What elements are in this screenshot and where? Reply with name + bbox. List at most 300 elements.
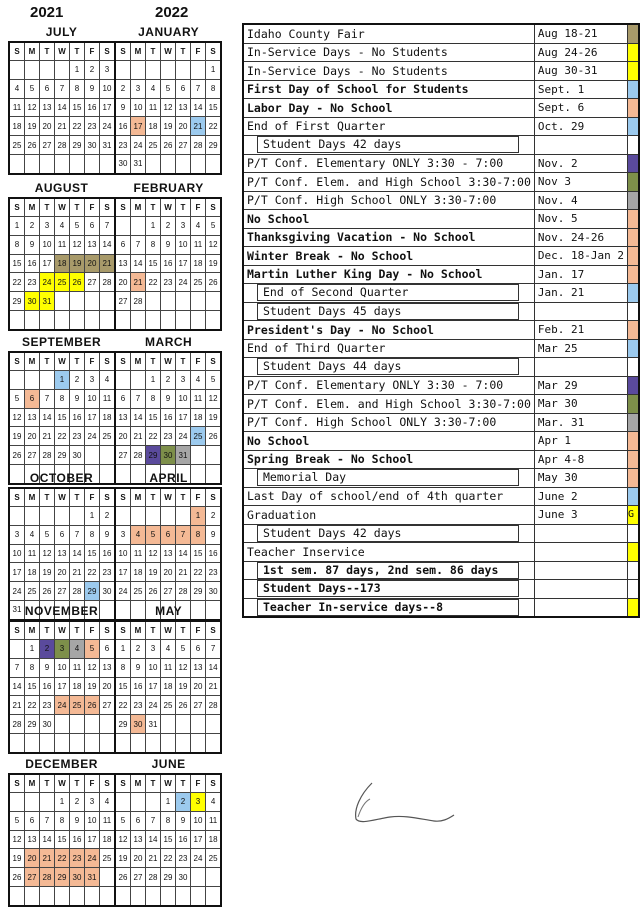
weekday-header: T	[70, 198, 85, 217]
day-cell: 22	[146, 427, 161, 446]
day-cell: 25	[191, 427, 206, 446]
legend-color-swatch	[627, 413, 639, 432]
month-name: JUNE	[151, 757, 186, 771]
day-cell	[100, 310, 116, 329]
day-cell: 19	[9, 849, 25, 868]
day-cell	[176, 292, 191, 311]
day-cell	[146, 154, 161, 173]
legend-color-swatch	[627, 265, 639, 284]
day-cell	[9, 733, 25, 752]
day-cell: 17	[176, 408, 191, 427]
day-cell: 19	[206, 254, 222, 273]
legend-event: Labor Day - No School	[243, 99, 534, 118]
day-cell: 28	[100, 273, 116, 292]
day-cell: 27	[40, 136, 55, 155]
year-2021: 2021	[30, 4, 64, 21]
day-cell: 27	[115, 292, 131, 311]
month-name: SEPTEMBER	[21, 335, 102, 349]
day-cell: 6	[176, 79, 191, 98]
day-cell: 17	[40, 254, 55, 273]
day-cell: 10	[85, 389, 100, 408]
day-cell: 4	[131, 525, 146, 544]
legend-date: June 3	[534, 506, 627, 525]
day-cell: 10	[40, 235, 55, 254]
day-cell: 16	[40, 677, 55, 696]
day-cell: 10	[131, 98, 146, 117]
day-cell: 26	[176, 696, 191, 715]
legend-row	[243, 247, 639, 266]
legend-date: Mar 25	[534, 339, 627, 358]
weekday-header: M	[25, 488, 40, 507]
day-cell	[191, 868, 206, 887]
day-cell: 25	[100, 427, 116, 446]
day-cell: 11	[206, 811, 222, 830]
day-cell	[161, 507, 176, 526]
day-cell: 15	[206, 98, 222, 117]
day-cell: 24	[176, 273, 191, 292]
legend-color-swatch	[627, 543, 639, 562]
weekday-header: S	[9, 621, 25, 640]
legend-color-swatch	[627, 80, 639, 99]
day-cell: 21	[131, 273, 146, 292]
day-cell: 2	[161, 371, 176, 390]
day-cell	[70, 310, 85, 329]
month-name: JANUARY	[138, 25, 200, 39]
day-cell: 25	[70, 696, 85, 715]
day-cell: 17	[146, 677, 161, 696]
day-cell: 28	[40, 446, 55, 465]
day-cell: 6	[25, 811, 40, 830]
day-cell: 16	[70, 408, 85, 427]
day-cell: 5	[40, 525, 55, 544]
day-cell: 9	[176, 811, 191, 830]
legend-date: Mar 29	[534, 376, 627, 395]
day-cell	[9, 886, 25, 905]
day-cell: 21	[55, 117, 70, 136]
day-cell: 19	[70, 254, 85, 273]
day-cell: 22	[206, 117, 222, 136]
weekday-header: M	[131, 621, 146, 640]
day-cell	[146, 733, 161, 752]
day-cell: 23	[115, 136, 131, 155]
legend-event: Winter Break - No School	[243, 247, 534, 266]
day-cell: 3	[176, 217, 191, 236]
day-cell	[206, 154, 222, 173]
day-cell: 29	[70, 136, 85, 155]
day-cell: 7	[146, 811, 161, 830]
day-cell	[55, 886, 70, 905]
day-cell: 7	[131, 389, 146, 408]
day-cell	[115, 310, 131, 329]
day-cell: 5	[9, 811, 25, 830]
day-cell: 14	[146, 830, 161, 849]
legend-event: In-Service Days - No Students	[243, 62, 534, 81]
day-cell	[191, 310, 206, 329]
day-cell: 29	[55, 868, 70, 887]
day-cell: 7	[100, 217, 116, 236]
day-cell	[161, 733, 176, 752]
day-cell: 31	[9, 600, 25, 619]
legend-row	[243, 136, 639, 155]
day-cell: 20	[161, 563, 176, 582]
day-cell: 30	[85, 136, 100, 155]
day-cell: 14	[206, 658, 222, 677]
legend-event: Student Days--173	[243, 580, 534, 599]
day-cell: 23	[206, 563, 222, 582]
legend-event: P/T Conf. High School ONLY 3:30-7:00	[243, 191, 534, 210]
day-cell: 26	[115, 868, 131, 887]
day-cell	[70, 715, 85, 734]
day-cell: 27	[25, 868, 40, 887]
legend-row	[243, 506, 639, 525]
month-pair-table	[8, 41, 222, 175]
day-cell: 15	[55, 830, 70, 849]
legend-event: Graduation	[243, 506, 534, 525]
day-cell: 20	[25, 849, 40, 868]
legend-event: No School	[243, 210, 534, 229]
day-cell: 10	[176, 235, 191, 254]
legend-color-swatch	[627, 302, 639, 321]
weekday-header: F	[85, 198, 100, 217]
day-cell: 22	[55, 427, 70, 446]
weekday-header: T	[40, 42, 55, 61]
legend-date: Jan. 17	[534, 265, 627, 284]
day-cell: 1	[55, 793, 70, 812]
day-cell: 13	[176, 98, 191, 117]
day-cell	[191, 446, 206, 465]
day-cell: 12	[161, 98, 176, 117]
day-cell: 22	[70, 117, 85, 136]
day-cell: 24	[55, 696, 70, 715]
day-cell: 3	[9, 525, 25, 544]
day-cell: 4	[55, 217, 70, 236]
weekday-header: S	[9, 488, 25, 507]
day-cell: 5	[206, 217, 222, 236]
day-cell: 23	[131, 696, 146, 715]
legend-event: In-Service Days - No Students	[243, 43, 534, 62]
day-cell	[191, 154, 206, 173]
legend-date: June 2	[534, 487, 627, 506]
legend-row	[243, 24, 639, 43]
legend-color-swatch	[627, 524, 639, 543]
weekday-header: M	[131, 198, 146, 217]
day-cell: 26	[206, 273, 222, 292]
day-cell: 28	[131, 292, 146, 311]
day-cell: 29	[206, 136, 222, 155]
weekday-header: T	[40, 198, 55, 217]
day-cell: 7	[206, 640, 222, 659]
day-cell	[100, 715, 116, 734]
day-cell: 21	[206, 677, 222, 696]
day-cell: 28	[206, 696, 222, 715]
month-name: AUGUST	[34, 181, 89, 195]
day-cell: 18	[9, 117, 25, 136]
day-cell: 10	[100, 79, 116, 98]
day-cell: 15	[115, 677, 131, 696]
legend-row	[243, 154, 639, 173]
day-cell: 22	[146, 273, 161, 292]
legend-date: Apr 1	[534, 432, 627, 451]
day-cell: 26	[206, 427, 222, 446]
day-cell: 25	[206, 849, 222, 868]
day-cell	[100, 733, 116, 752]
month-name: NOVEMBER	[24, 604, 99, 618]
day-cell: 3	[85, 793, 100, 812]
legend-row	[243, 117, 639, 136]
day-cell	[161, 310, 176, 329]
day-cell: 19	[25, 117, 40, 136]
legend-color-swatch	[627, 210, 639, 229]
legend-row	[243, 395, 639, 414]
day-cell: 14	[191, 98, 206, 117]
weekday-header: M	[25, 352, 40, 371]
day-cell: 21	[40, 427, 55, 446]
day-cell: 5	[70, 217, 85, 236]
month-pair-table	[8, 773, 222, 907]
day-cell	[40, 310, 55, 329]
day-cell: 22	[161, 849, 176, 868]
day-cell: 10	[146, 658, 161, 677]
day-cell: 18	[55, 254, 70, 273]
day-cell: 18	[146, 117, 161, 136]
day-cell: 6	[40, 79, 55, 98]
legend-color-swatch	[627, 358, 639, 377]
day-cell: 7	[55, 79, 70, 98]
day-cell: 20	[115, 427, 131, 446]
day-cell: 9	[100, 525, 116, 544]
weekday-header: S	[100, 352, 116, 371]
day-cell: 20	[100, 677, 116, 696]
legend-row	[243, 450, 639, 469]
legend-row	[243, 469, 639, 488]
day-cell: 1	[115, 640, 131, 659]
weekday-header: F	[85, 621, 100, 640]
day-cell: 1	[70, 61, 85, 80]
day-cell: 11	[100, 811, 116, 830]
day-cell: 12	[85, 658, 100, 677]
weekday-header: W	[55, 198, 70, 217]
day-cell: 15	[161, 830, 176, 849]
day-cell: 17	[176, 254, 191, 273]
day-cell: 18	[25, 563, 40, 582]
day-cell: 20	[40, 117, 55, 136]
day-cell: 4	[25, 525, 40, 544]
legend-color-swatch	[627, 469, 639, 488]
day-cell: 2	[115, 79, 131, 98]
legend-color-swatch	[627, 284, 639, 303]
legend-date: Aug 18-21	[534, 24, 627, 43]
day-cell	[9, 507, 25, 526]
weekday-header: T	[176, 774, 191, 793]
day-cell: 14	[131, 254, 146, 273]
day-cell: 1	[85, 507, 100, 526]
day-cell	[115, 507, 131, 526]
day-cell: 9	[70, 811, 85, 830]
weekday-header: F	[191, 621, 206, 640]
day-cell	[161, 715, 176, 734]
day-cell	[131, 371, 146, 390]
day-cell	[70, 507, 85, 526]
legend-date: Sept. 6	[534, 99, 627, 118]
weekday-header: T	[176, 352, 191, 371]
legend-color-swatch	[627, 339, 639, 358]
legend-event: P/T Conf. Elementary ONLY 3:30 - 7:00	[243, 154, 534, 173]
day-cell	[206, 310, 222, 329]
day-cell: 22	[85, 563, 100, 582]
weekday-header: M	[131, 774, 146, 793]
day-cell: 8	[146, 389, 161, 408]
legend-row	[243, 284, 639, 303]
weekday-header: T	[146, 42, 161, 61]
day-cell: 10	[55, 658, 70, 677]
legend-row	[243, 210, 639, 229]
day-cell: 25	[161, 696, 176, 715]
day-cell	[55, 292, 70, 311]
day-cell: 12	[70, 235, 85, 254]
legend-color-swatch	[627, 43, 639, 62]
legend-row	[243, 99, 639, 118]
day-cell: 17	[100, 98, 116, 117]
day-cell: 3	[146, 640, 161, 659]
day-cell: 5	[115, 811, 131, 830]
day-cell: 25	[100, 849, 116, 868]
weekday-header: T	[40, 774, 55, 793]
weekday-header: S	[100, 42, 116, 61]
day-cell: 19	[115, 849, 131, 868]
day-cell: 30	[100, 582, 116, 601]
day-cell: 15	[9, 254, 25, 273]
day-cell: 4	[146, 79, 161, 98]
day-cell: 30	[25, 292, 40, 311]
legend-row	[243, 62, 639, 81]
day-cell: 14	[55, 98, 70, 117]
weekday-header: S	[206, 42, 222, 61]
day-cell	[55, 154, 70, 173]
day-cell: 21	[70, 563, 85, 582]
day-cell: 26	[9, 446, 25, 465]
day-cell: 26	[146, 582, 161, 601]
month-name: APRIL	[149, 471, 188, 485]
day-cell	[191, 886, 206, 905]
day-cell: 25	[146, 136, 161, 155]
month-name: JULY	[45, 25, 78, 39]
legend-event: Thanksgiving Vacation - No School	[243, 228, 534, 247]
day-cell: 31	[146, 715, 161, 734]
day-cell: 21	[176, 563, 191, 582]
legend-color-swatch	[627, 561, 639, 580]
month-pair-table	[8, 351, 222, 485]
legend-date: Aug 30-31	[534, 62, 627, 81]
day-cell: 22	[55, 849, 70, 868]
day-cell: 8	[55, 389, 70, 408]
day-cell: 21	[9, 696, 25, 715]
weekday-header: W	[161, 488, 176, 507]
day-cell: 23	[85, 117, 100, 136]
day-cell	[131, 310, 146, 329]
day-cell: 22	[115, 696, 131, 715]
legend-date	[534, 136, 627, 155]
year-2022: 2022	[155, 4, 189, 21]
day-cell: 1	[146, 371, 161, 390]
weekday-header: F	[85, 488, 100, 507]
day-cell	[40, 507, 55, 526]
day-cell	[55, 733, 70, 752]
day-cell	[146, 886, 161, 905]
day-cell	[206, 292, 222, 311]
legend-color-swatch	[627, 580, 639, 599]
month-pair-table	[8, 197, 222, 331]
day-cell	[25, 61, 40, 80]
day-cell: 9	[206, 525, 222, 544]
day-cell: 14	[131, 408, 146, 427]
day-cell: 20	[55, 563, 70, 582]
day-cell: 10	[9, 544, 25, 563]
legend-date: Jan. 21	[534, 284, 627, 303]
legend-date: Mar 30	[534, 395, 627, 414]
day-cell: 6	[55, 525, 70, 544]
legend-date: Mar. 31	[534, 413, 627, 432]
day-cell: 11	[191, 389, 206, 408]
day-cell	[85, 292, 100, 311]
day-cell: 9	[85, 79, 100, 98]
day-cell: 17	[115, 563, 131, 582]
day-cell: 11	[55, 235, 70, 254]
legend-date: Nov 3	[534, 173, 627, 192]
day-cell: 15	[25, 677, 40, 696]
weekday-header: T	[40, 352, 55, 371]
legend-event: Martin Luther King Day - No School	[243, 265, 534, 284]
legend-date: Nov. 4	[534, 191, 627, 210]
weekday-header: S	[206, 774, 222, 793]
legend-color-swatch	[627, 173, 639, 192]
legend-date	[534, 358, 627, 377]
weekday-header: M	[131, 352, 146, 371]
day-cell	[25, 733, 40, 752]
weekday-header: F	[191, 198, 206, 217]
day-cell: 26	[25, 136, 40, 155]
day-cell: 12	[40, 544, 55, 563]
day-cell	[176, 61, 191, 80]
day-cell	[100, 886, 116, 905]
day-cell: 25	[55, 273, 70, 292]
weekday-header: W	[161, 198, 176, 217]
weekday-header: S	[206, 352, 222, 371]
day-cell: 4	[161, 640, 176, 659]
day-cell: 19	[85, 677, 100, 696]
day-cell	[146, 310, 161, 329]
day-cell: 6	[25, 389, 40, 408]
day-cell	[25, 793, 40, 812]
day-cell: 18	[161, 677, 176, 696]
day-cell: 20	[131, 849, 146, 868]
legend-event: 1st sem. 87 days, 2nd sem. 86 days	[243, 561, 534, 580]
day-cell: 27	[115, 446, 131, 465]
day-cell: 17	[191, 830, 206, 849]
weekday-header: W	[161, 42, 176, 61]
day-cell: 8	[191, 525, 206, 544]
legend-date	[534, 598, 627, 617]
day-cell	[85, 446, 100, 465]
legend-event: Student Days 45 days	[243, 302, 534, 321]
day-cell: 9	[115, 98, 131, 117]
day-cell: 5	[85, 640, 100, 659]
legend-color-swatch	[627, 395, 639, 414]
weekday-header: W	[55, 42, 70, 61]
legend-date: Aug 24-26	[534, 43, 627, 62]
day-cell	[25, 310, 40, 329]
day-cell: 23	[70, 849, 85, 868]
day-cell: 18	[100, 408, 116, 427]
